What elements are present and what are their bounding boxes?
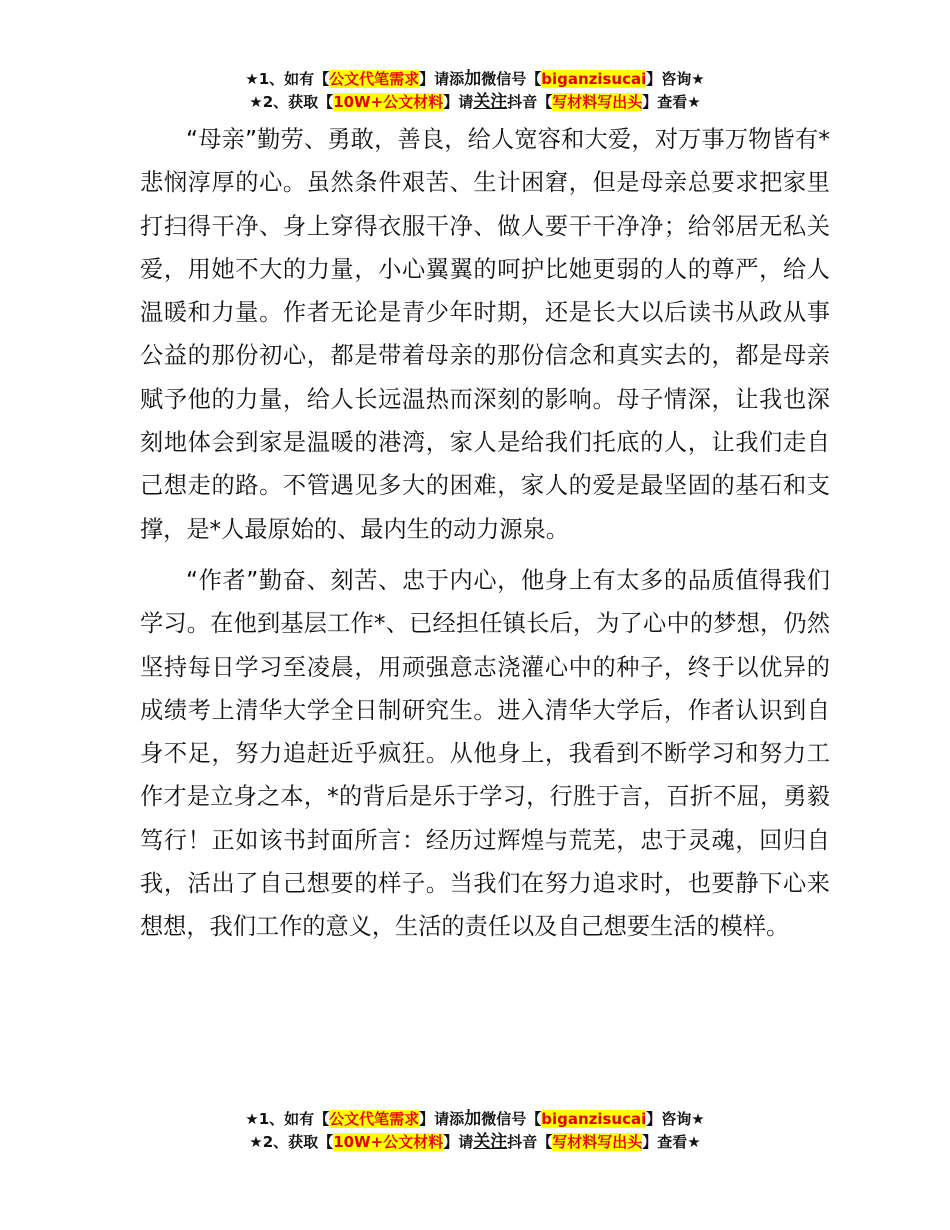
footer-line-2-emphasis: 关注 (473, 1132, 508, 1152)
header-line-2 (0, 91, 950, 114)
footer-line-2 (0, 1131, 950, 1154)
footer-line-2-highlight-materials: 10W+公文材料 (333, 1133, 444, 1151)
header-line-1-suffix: 】咨询 (646, 70, 692, 88)
paragraph-author: “作者”勤奋、刻苦、忠于内心，他身上有太多的品质值得我们学习。在他到基层工作*、已经担任镇长后，为了心中的梦想，仍然坚持每日学习至凌晨，用顽强意志浇灌心中的种子，终于以优异的成绩考上清华大学全日制研究生。进入清华大学后，作者认识到自身不足，努力追赶近乎疯狂。从他身上，我看到不断学习和努力工作才是立身之本，*的背后是乐于学习，行胜于言，百折不屈，勇毅笃行！正如该书封面所言：经历过辉煌与荒芜，忠于灵魂，回归自我，活出了自己想要的样子。当我们在努力追求时，也要静下心来想想，我们工作的意义，生活的责任以及自己想要生活的模样。 (140, 566, 830, 941)
star-icon: ★ (249, 93, 263, 111)
paragraph-mother: “母亲”勤劳、勇敢，善良，给人宽容和大爱，对万事万物皆有*悲悯淳厚的心。虽然条件艰苦、生计困窘，但是母亲总要求把家里打扫得干净、身上穿得衣服干净、做人要干干净净；给邻居无私关爱，用她不大的力量，小心翼翼的呵护比她更弱的人的尊严，给人温暖和力量。作者无论是青少年时期，还是长大以后读书从政从事公益的那份初心，都是带着母亲的那份信念和真实去的，都是母亲赋予他的力量，给人长远温热而深刻的影响。母子情深，让我也深刻地体会到家是温暖的港湾，家人是给我们托底的人，让我们走自己想走的路。不管遇见多大的困难，家人的爱是最坚固的基石和支撑，是*人最原始的、最内生的动力源泉。 (140, 126, 830, 543)
footer-line-2-mid2: 抖音【 (507, 1133, 553, 1151)
star-icon: ★ (249, 1133, 263, 1151)
star-icon: ★ (245, 70, 259, 88)
header-line-2-mid: 】请 (443, 93, 474, 111)
header-line-1-emphasis: 加 (464, 69, 482, 89)
header-line-2-prefix: 2、获取【 (262, 93, 334, 111)
header-line-2-highlight-materials: 10W+公文材料 (333, 93, 444, 111)
header-line-1-highlight-service: 公文代笔需求 (329, 70, 420, 88)
document-body (140, 118, 830, 949)
header-line-1-prefix: 1、如有【 (258, 70, 330, 88)
star-icon: ★ (691, 70, 705, 88)
star-icon: ★ (245, 1110, 259, 1128)
star-icon: ★ (687, 1133, 701, 1151)
header-line-2-suffix: 】查看 (642, 93, 688, 111)
footer-line-2-highlight-douyin: 写材料写出头 (552, 1133, 643, 1151)
footer-line-1-highlight-wechat: biganzisucai (541, 1110, 647, 1128)
footer-line-2-mid: 】请 (443, 1133, 474, 1151)
star-icon: ★ (687, 93, 701, 111)
footer-line-1-mid2: 微信号【 (481, 1110, 542, 1128)
header-line-2-emphasis: 关注 (473, 92, 508, 112)
footer-line-1-highlight-service: 公文代笔需求 (329, 1110, 420, 1128)
footer-line-1-emphasis: 加 (464, 1109, 482, 1129)
header-line-1-mid: 】请添 (419, 70, 465, 88)
header-line-1-mid2: 微信号【 (481, 70, 542, 88)
footer-line-1-suffix: 】咨询 (646, 1110, 692, 1128)
footer-line-2-prefix: 2、获取【 (262, 1133, 334, 1151)
star-icon: ★ (691, 1110, 705, 1128)
footer-line-2-suffix: 】查看 (642, 1133, 688, 1151)
footer-line-1-mid: 】请添 (419, 1110, 465, 1128)
header-line-1-highlight-wechat: biganzisucai (541, 70, 647, 88)
footer-line-1-prefix: 1、如有【 (258, 1110, 330, 1128)
header-line-2-mid2: 抖音【 (507, 93, 553, 111)
header-banner (0, 68, 950, 114)
footer-banner (0, 1108, 950, 1154)
header-line-2-highlight-douyin: 写材料写出头 (552, 93, 643, 111)
footer-line-1 (0, 1108, 950, 1131)
header-line-1 (0, 68, 950, 91)
